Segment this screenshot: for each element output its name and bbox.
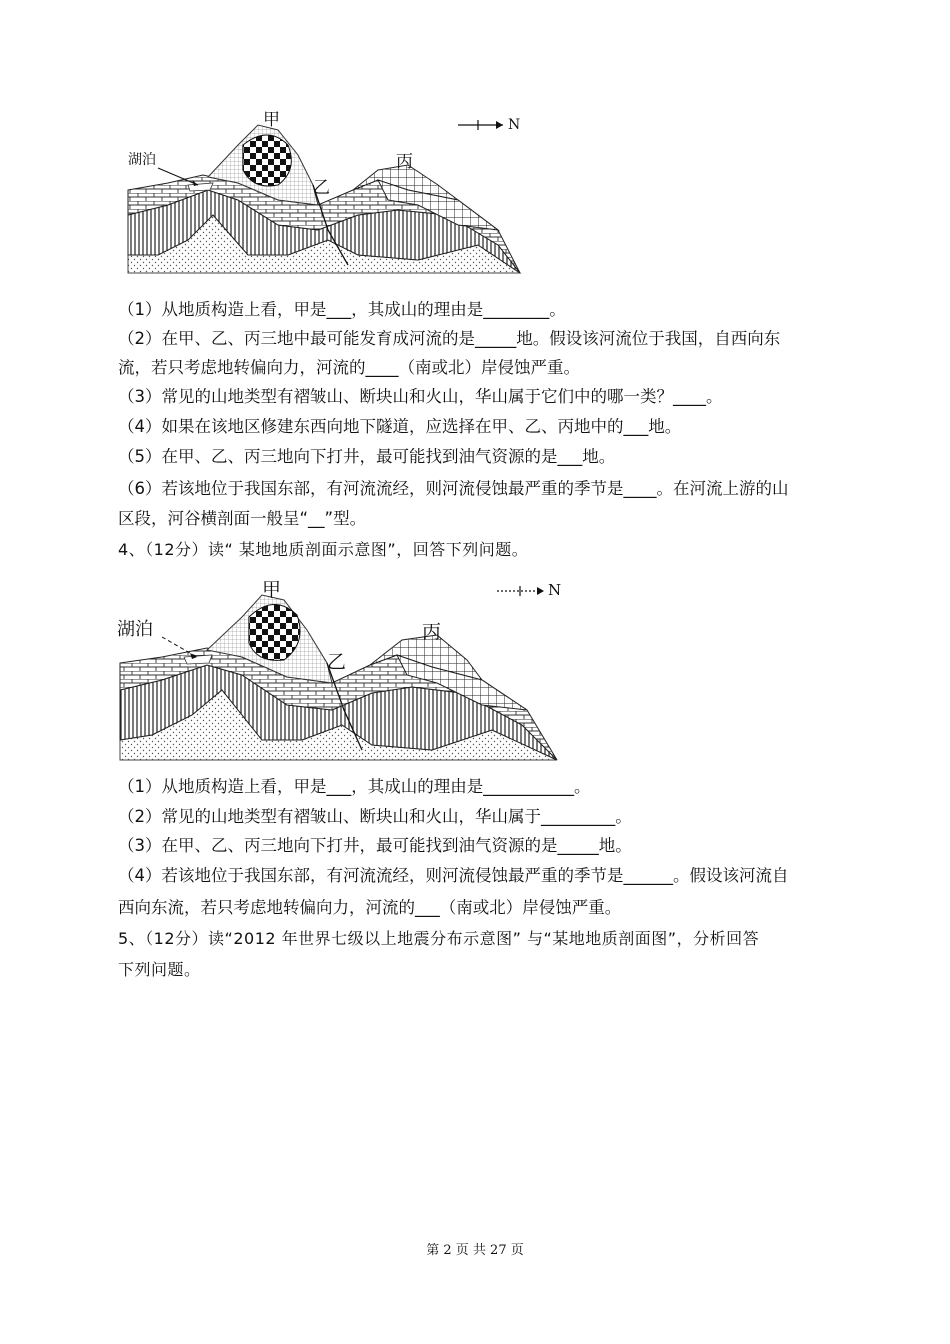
label-lake: 湖泊 — [117, 619, 153, 640]
label-bing: 丙 — [396, 152, 413, 172]
q4-line-3: （3）在甲、乙、丙三地向下打井，最可能找到油气资源的是_____地。 — [118, 836, 632, 855]
q4-line-1: （1）从地质构造上看，甲是___，其成山的理由是___________。 — [118, 777, 591, 796]
north-label: N — [548, 581, 562, 599]
q3-line-1: （1）从地质构造上看，甲是___，其成山的理由是________。 — [118, 300, 566, 319]
label-yi: 乙 — [327, 651, 347, 673]
label-lake: 湖泊 — [128, 152, 156, 168]
q4-title: 4、（12分）读“ 某地地质剖面示意图”，回答下列问题。 — [118, 540, 529, 559]
q3-line-3: 流，若只考虑地转偏向力，河流的____（南或北）岸侵蚀严重。 — [118, 358, 580, 377]
geology-section-figure-2 — [112, 575, 572, 765]
north-label: N — [508, 117, 521, 133]
q3-line-8: 区段，河谷横剖面一般呈“__”型。 — [118, 509, 367, 528]
q3-line-5: （4）如果在该地区修建东西向地下隧道，应选择在甲、乙、丙地中的___地。 — [118, 417, 682, 436]
q3-line-2: （2）在甲、乙、丙三地中最可能发育成河流的是_____地。假设该河流位于我国，自西向东 — [118, 329, 781, 348]
label-bing: 丙 — [422, 621, 442, 643]
q4-line-4: （4）若该地位于我国东部，有河流流经，则河流侵蚀最严重的季节是______。假设该河流自 — [118, 866, 789, 885]
page-footer: 第 2 页 共 27 页 — [426, 1243, 524, 1258]
q3-line-6: （5）在甲、乙、丙三地向下打井，最可能找到油气资源的是___地。 — [118, 447, 616, 466]
q5-line-2: 下列问题。 — [118, 960, 201, 979]
geology-section-figure-1 — [118, 105, 538, 280]
q3-line-7: （6）若该地位于我国东部，有河流流经，则河流侵蚀最严重的季节是____。在河流上游的山 — [118, 479, 789, 498]
q3-line-4: （3）常见的山地类型有褶皱山、断块山和火山，华山属于它们中的哪一类？____。 — [118, 387, 723, 406]
q4-line-2: （2）常见的山地类型有褶皱山、断块山和火山，华山属于_________。 — [118, 807, 632, 826]
q5-line-1: 5、（12分）读“2012 年世界七级以上地震分布示意图” 与“某地地质剖面图”，分析回答 — [118, 929, 760, 948]
label-jia: 甲 — [263, 110, 280, 130]
label-jia: 甲 — [262, 579, 282, 601]
q4-line-5: 西向东流，若只考虑地转偏向力，河流的___（南或北）岸侵蚀严重。 — [118, 898, 622, 917]
label-yi: 乙 — [313, 178, 330, 198]
